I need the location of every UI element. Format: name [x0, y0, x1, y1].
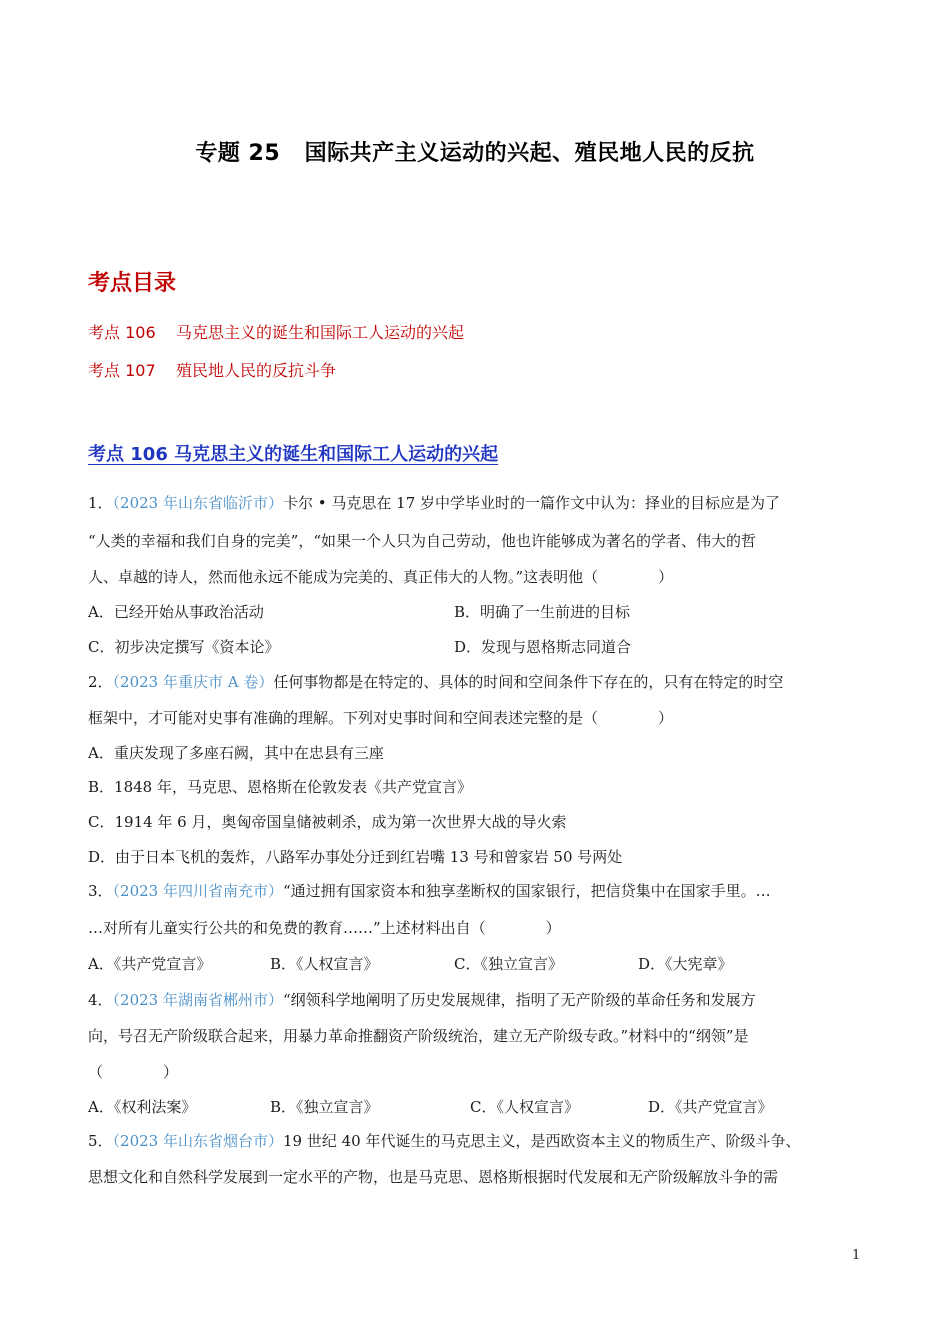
question-5-line [88, 1130, 864, 1152]
option-c: C．《独立宣言》 [454, 955, 563, 973]
question-text: “通过拥有国家资本和独享垄断权的国家银行，把信贷集中在国家手里。… [283, 882, 771, 900]
option-d: D．《大宪章》 [638, 955, 733, 973]
question-source: （2023 年重庆市 A 卷） [112, 673, 274, 691]
option-d: D．发现与恩格斯志同道合 [454, 638, 632, 656]
toc-item-text: 殖民地人民的反抗斗争 [176, 361, 337, 380]
question-number: 2． [88, 673, 113, 691]
question-text: 卡尔 • 马克思在 17 岁中学毕业时的一篇作文中认为：择业的目标应是为了 [283, 494, 781, 512]
option-b: B．《人权宣言》 [270, 955, 379, 973]
question-number: 5． [88, 1132, 113, 1150]
toc-heading: 考点目录 [88, 271, 177, 296]
option-a: A．《权利法案》 [88, 1098, 197, 1116]
question-3-line [88, 880, 864, 902]
question-1-line: 人、卓越的诗人，然而他永远不能成为完美的、真正伟大的人物。”这表明他（ ） [88, 568, 674, 586]
question-1-line: “人类的幸福和我们自身的完美”，“如果一个人只为自己劳动，他也许能够成为著名的学者、伟大的哲 [88, 532, 757, 550]
option-a: A．《共产党宣言》 [88, 955, 212, 973]
option-c: C．1914 年 6 月，奥匈帝国皇储被刺杀，成为第一次世界大战的导火索 [88, 813, 567, 831]
question-text: “纲领科学地阐明了历史发展规律，指明了无产阶级的革命任务和发展方 [283, 991, 756, 1009]
question-4-line: 向，号召无产阶级联合起来，用暴力革命推翻资产阶级统治，建立无产阶级专政。”材料中的“纲领”是 [88, 1027, 749, 1045]
option-c: C．《人权宣言》 [470, 1098, 579, 1116]
toc-item[interactable] [88, 358, 336, 381]
option-a: A．重庆发现了多座石阙，其中在忠县有三座 [88, 744, 384, 762]
toc-item-code: 考点 106 [88, 323, 156, 342]
question-4-line: （ ） [88, 1063, 179, 1081]
title-text: 国际共产主义运动的兴起、殖民地人民的反抗 [304, 141, 755, 166]
question-1-line [88, 492, 864, 514]
question-2-line: 框架中，才可能对史事有准确的理解。下列对史事时间和空间表述完整的是（ ） [88, 709, 674, 727]
option-b: B．1848 年，马克思、恩格斯在伦敦发表《共产党宣言》 [88, 778, 472, 796]
section-heading: 考点 106 马克思主义的诞生和国际工人运动的兴起 [88, 444, 499, 465]
option-b: B．明确了一生前进的目标 [454, 603, 631, 621]
question-source: （2023 年山东省烟台市） [112, 1132, 283, 1150]
question-source: （2023 年四川省南充市） [112, 882, 283, 900]
question-number: 1． [88, 494, 113, 512]
title-prefix: 专题 25 [195, 141, 281, 166]
question-4-line [88, 989, 864, 1011]
toc-item-code: 考点 107 [88, 361, 156, 380]
question-2-line [88, 671, 864, 693]
question-text: 任何事物都是在特定的、具体的时间和空间条件下存在的，只有在特定的时空 [273, 673, 784, 691]
question-text: 19 世纪 40 年代诞生的马克思主义，是西欧资本主义的物质生产、阶级斗争、 [283, 1132, 801, 1150]
question-number: 4． [88, 991, 113, 1009]
option-d: D．由于日本飞机的轰炸，八路军办事处分迁到红岩嘴 13 号和曾家岩 50 号两处 [88, 848, 623, 866]
page-title [0, 136, 950, 167]
option-d: D．《共产党宣言》 [648, 1098, 773, 1116]
option-c: C．初步决定撰写《资本论》 [88, 638, 280, 656]
question-source: （2023 年湖南省郴州市） [112, 991, 283, 1009]
toc-item-text: 马克思主义的诞生和国际工人运动的兴起 [176, 323, 465, 342]
question-5-line: 思想文化和自然科学发展到一定水平的产物，也是马克思、恩格斯根据时代发展和无产阶级解放斗争的需 [88, 1168, 779, 1186]
page-number: 1 [852, 1248, 861, 1263]
question-number: 3． [88, 882, 113, 900]
option-b: B．《独立宣言》 [270, 1098, 379, 1116]
question-3-line: …对所有儿童实行公共的和免费的教育……”上述材料出自（ ） [88, 919, 561, 937]
toc-item[interactable] [88, 320, 464, 343]
question-source: （2023 年山东省临沂市） [112, 494, 283, 512]
option-a: A．已经开始从事政治活动 [88, 603, 264, 621]
